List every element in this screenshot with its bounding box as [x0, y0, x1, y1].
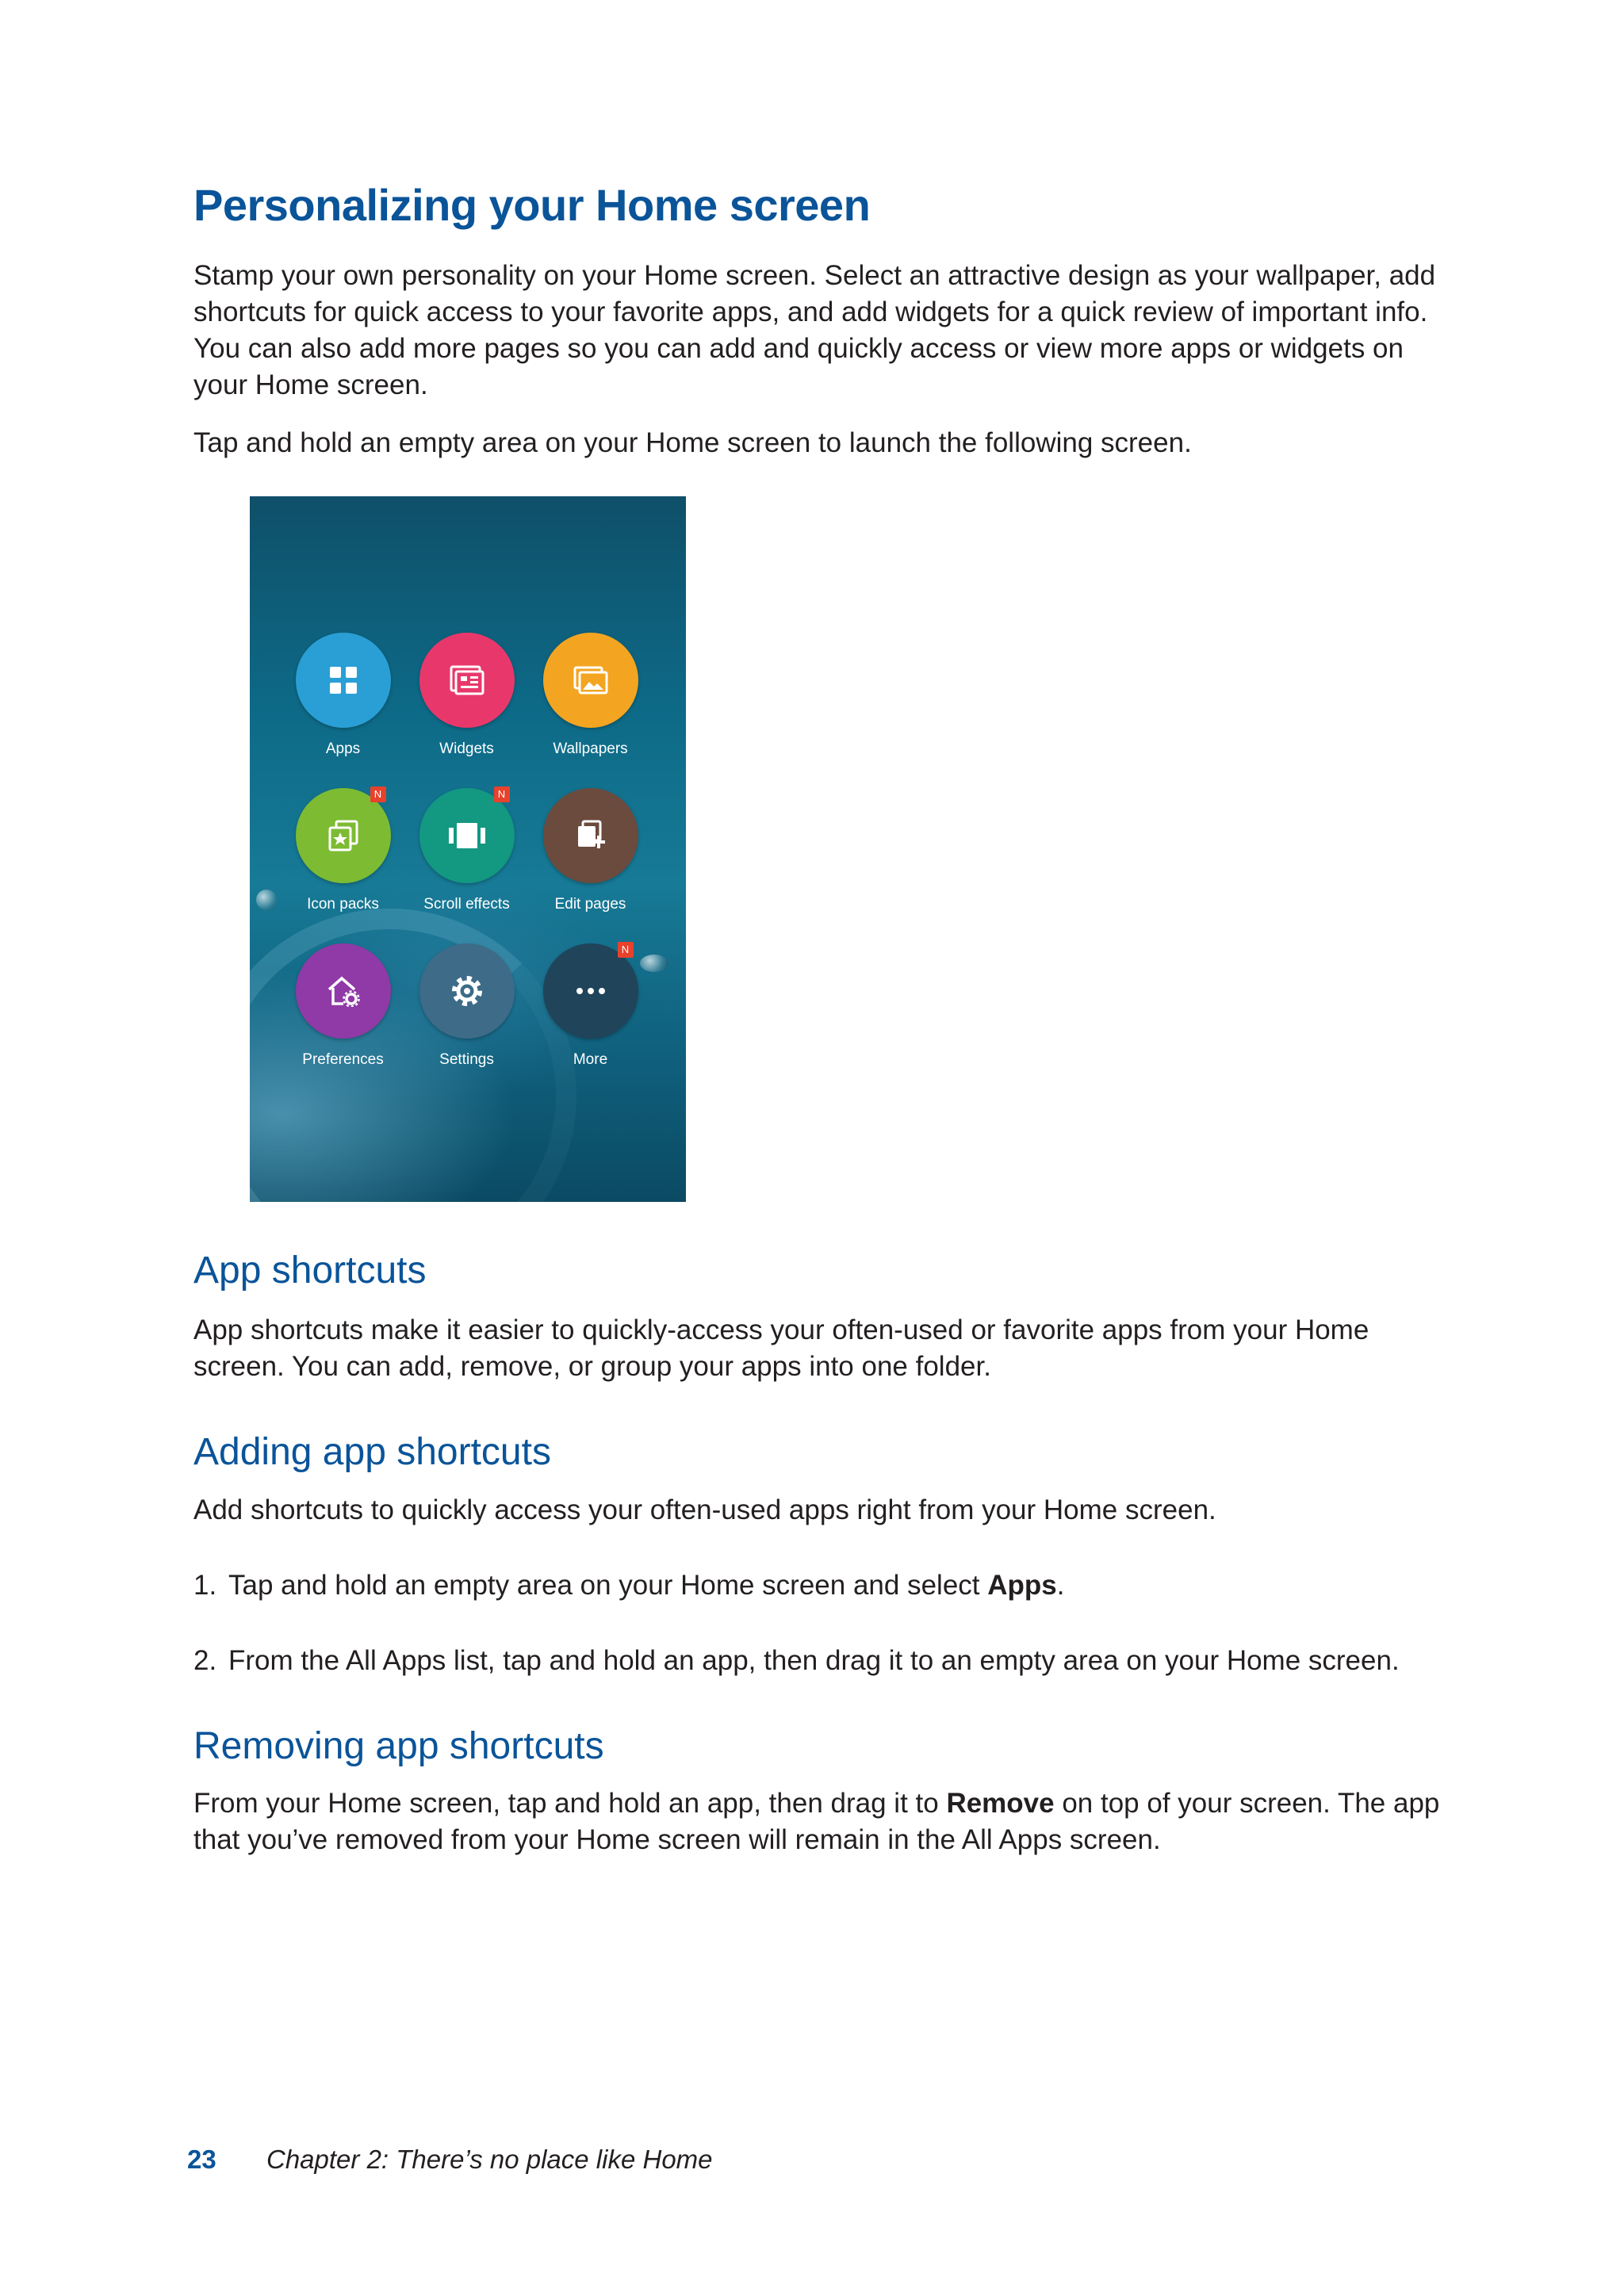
removing-text: From your Home screen, tap and hold an app, then drag it to: [193, 1788, 947, 1819]
menu-tile-scroll-effects[interactable]: [405, 788, 528, 913]
menu-tile-icon-packs[interactable]: [282, 788, 404, 913]
step-text: From the All Apps list, tap and hold an app, then drag it to an empty area on your Home screen.: [228, 1645, 1400, 1676]
preferences-circle: [296, 943, 391, 1039]
step-number: 1.: [193, 1570, 217, 1601]
menu-tile-settings[interactable]: [405, 943, 528, 1069]
wallpapers-circle: [543, 633, 638, 728]
more-dots-icon: [575, 987, 607, 995]
page-number: 23: [187, 2145, 216, 2174]
more-circle: [543, 943, 638, 1039]
app-shortcuts-heading: App shortcuts: [193, 1249, 427, 1292]
step-2: [193, 1643, 1462, 1679]
edit-pages-icon: [575, 820, 607, 851]
apps-circle: [296, 633, 391, 728]
icon-packs-icon: [328, 820, 358, 851]
new-badge: N: [494, 786, 510, 802]
menu-tile-edit-pages[interactable]: [529, 788, 652, 913]
removing-bold-term: Remove: [946, 1788, 1055, 1819]
apps-grid-icon: [328, 665, 358, 695]
tap-hold-paragraph: Tap and hold an empty area on your Home screen to launch the following screen.: [193, 427, 1192, 458]
settings-gear-icon: [451, 975, 483, 1007]
menu-tile-preferences[interactable]: [282, 943, 404, 1069]
removing-app-shortcuts-heading: Removing app shortcuts: [193, 1725, 604, 1767]
adding-app-shortcuts-heading: Adding app shortcuts: [193, 1431, 551, 1473]
chapter-title: Chapter 2: There’s no place like Home: [266, 2145, 713, 2174]
tile-label-widgets: Widgets: [439, 740, 494, 757]
app-shortcuts-paragraph: App shortcuts make it easier to quickly-access your often-used or favorite apps from your Home screen. You can add, remove, or group your apps into one folder.: [193, 1314, 1369, 1382]
menu-tile-apps[interactable]: [282, 633, 404, 758]
step-text-end: .: [1056, 1570, 1065, 1601]
removing-text-end: on top of your screen. The app that you’ve removed from your Home screen will remain in the All Apps screen.: [193, 1788, 1440, 1855]
widgets-circle: [419, 633, 515, 728]
adding-paragraph: Add shortcuts to quickly access your often-used apps right from your Home screen.: [193, 1494, 1216, 1525]
menu-tile-wallpapers[interactable]: [529, 633, 652, 758]
menu-tile-widgets[interactable]: [405, 633, 528, 758]
removing-paragraph: [193, 1785, 1446, 1858]
settings-circle: [419, 943, 515, 1039]
tile-label-more: More: [573, 1051, 608, 1068]
preferences-icon: [326, 975, 361, 1007]
page-title: Personalizing your Home screen: [193, 180, 871, 230]
tile-label-icon-packs: Icon packs: [307, 896, 379, 913]
intro-paragraph: Stamp your own personality on your Home screen. Select an attractive design as your wallpaper, add shortcuts for quick access to your favorite apps, and add widgets for a quick review of important info. You can also add more pages so you can add and quickly access or view more apps or widgets on your Home screen.: [193, 260, 1436, 400]
tile-label-scroll-effects: Scroll effects: [423, 896, 510, 913]
tile-label-apps: Apps: [325, 740, 361, 757]
home-screen-menu-screenshot: [250, 496, 686, 1202]
new-badge: N: [370, 786, 386, 802]
water-drop-decoration: [256, 890, 277, 910]
step-bold-term: Apps: [987, 1570, 1057, 1601]
scroll-effects-circle: [419, 788, 515, 883]
tile-label-wallpapers: Wallpapers: [553, 740, 628, 757]
scroll-effects-icon: [447, 821, 487, 850]
edit-pages-circle: [543, 788, 638, 883]
tile-label-preferences: Preferences: [302, 1051, 384, 1068]
menu-tile-more[interactable]: [529, 943, 652, 1069]
step-text: Tap and hold an empty area on your Home screen and select: [228, 1570, 988, 1601]
icon-packs-circle: [296, 788, 391, 883]
tile-label-settings: Settings: [439, 1051, 494, 1068]
step-number: 2.: [193, 1645, 217, 1676]
widgets-icon: [450, 665, 485, 695]
step-1: [193, 1567, 1462, 1604]
tile-label-edit-pages: Edit pages: [554, 896, 626, 913]
wallpapers-icon: [573, 666, 608, 695]
new-badge: N: [618, 942, 634, 958]
